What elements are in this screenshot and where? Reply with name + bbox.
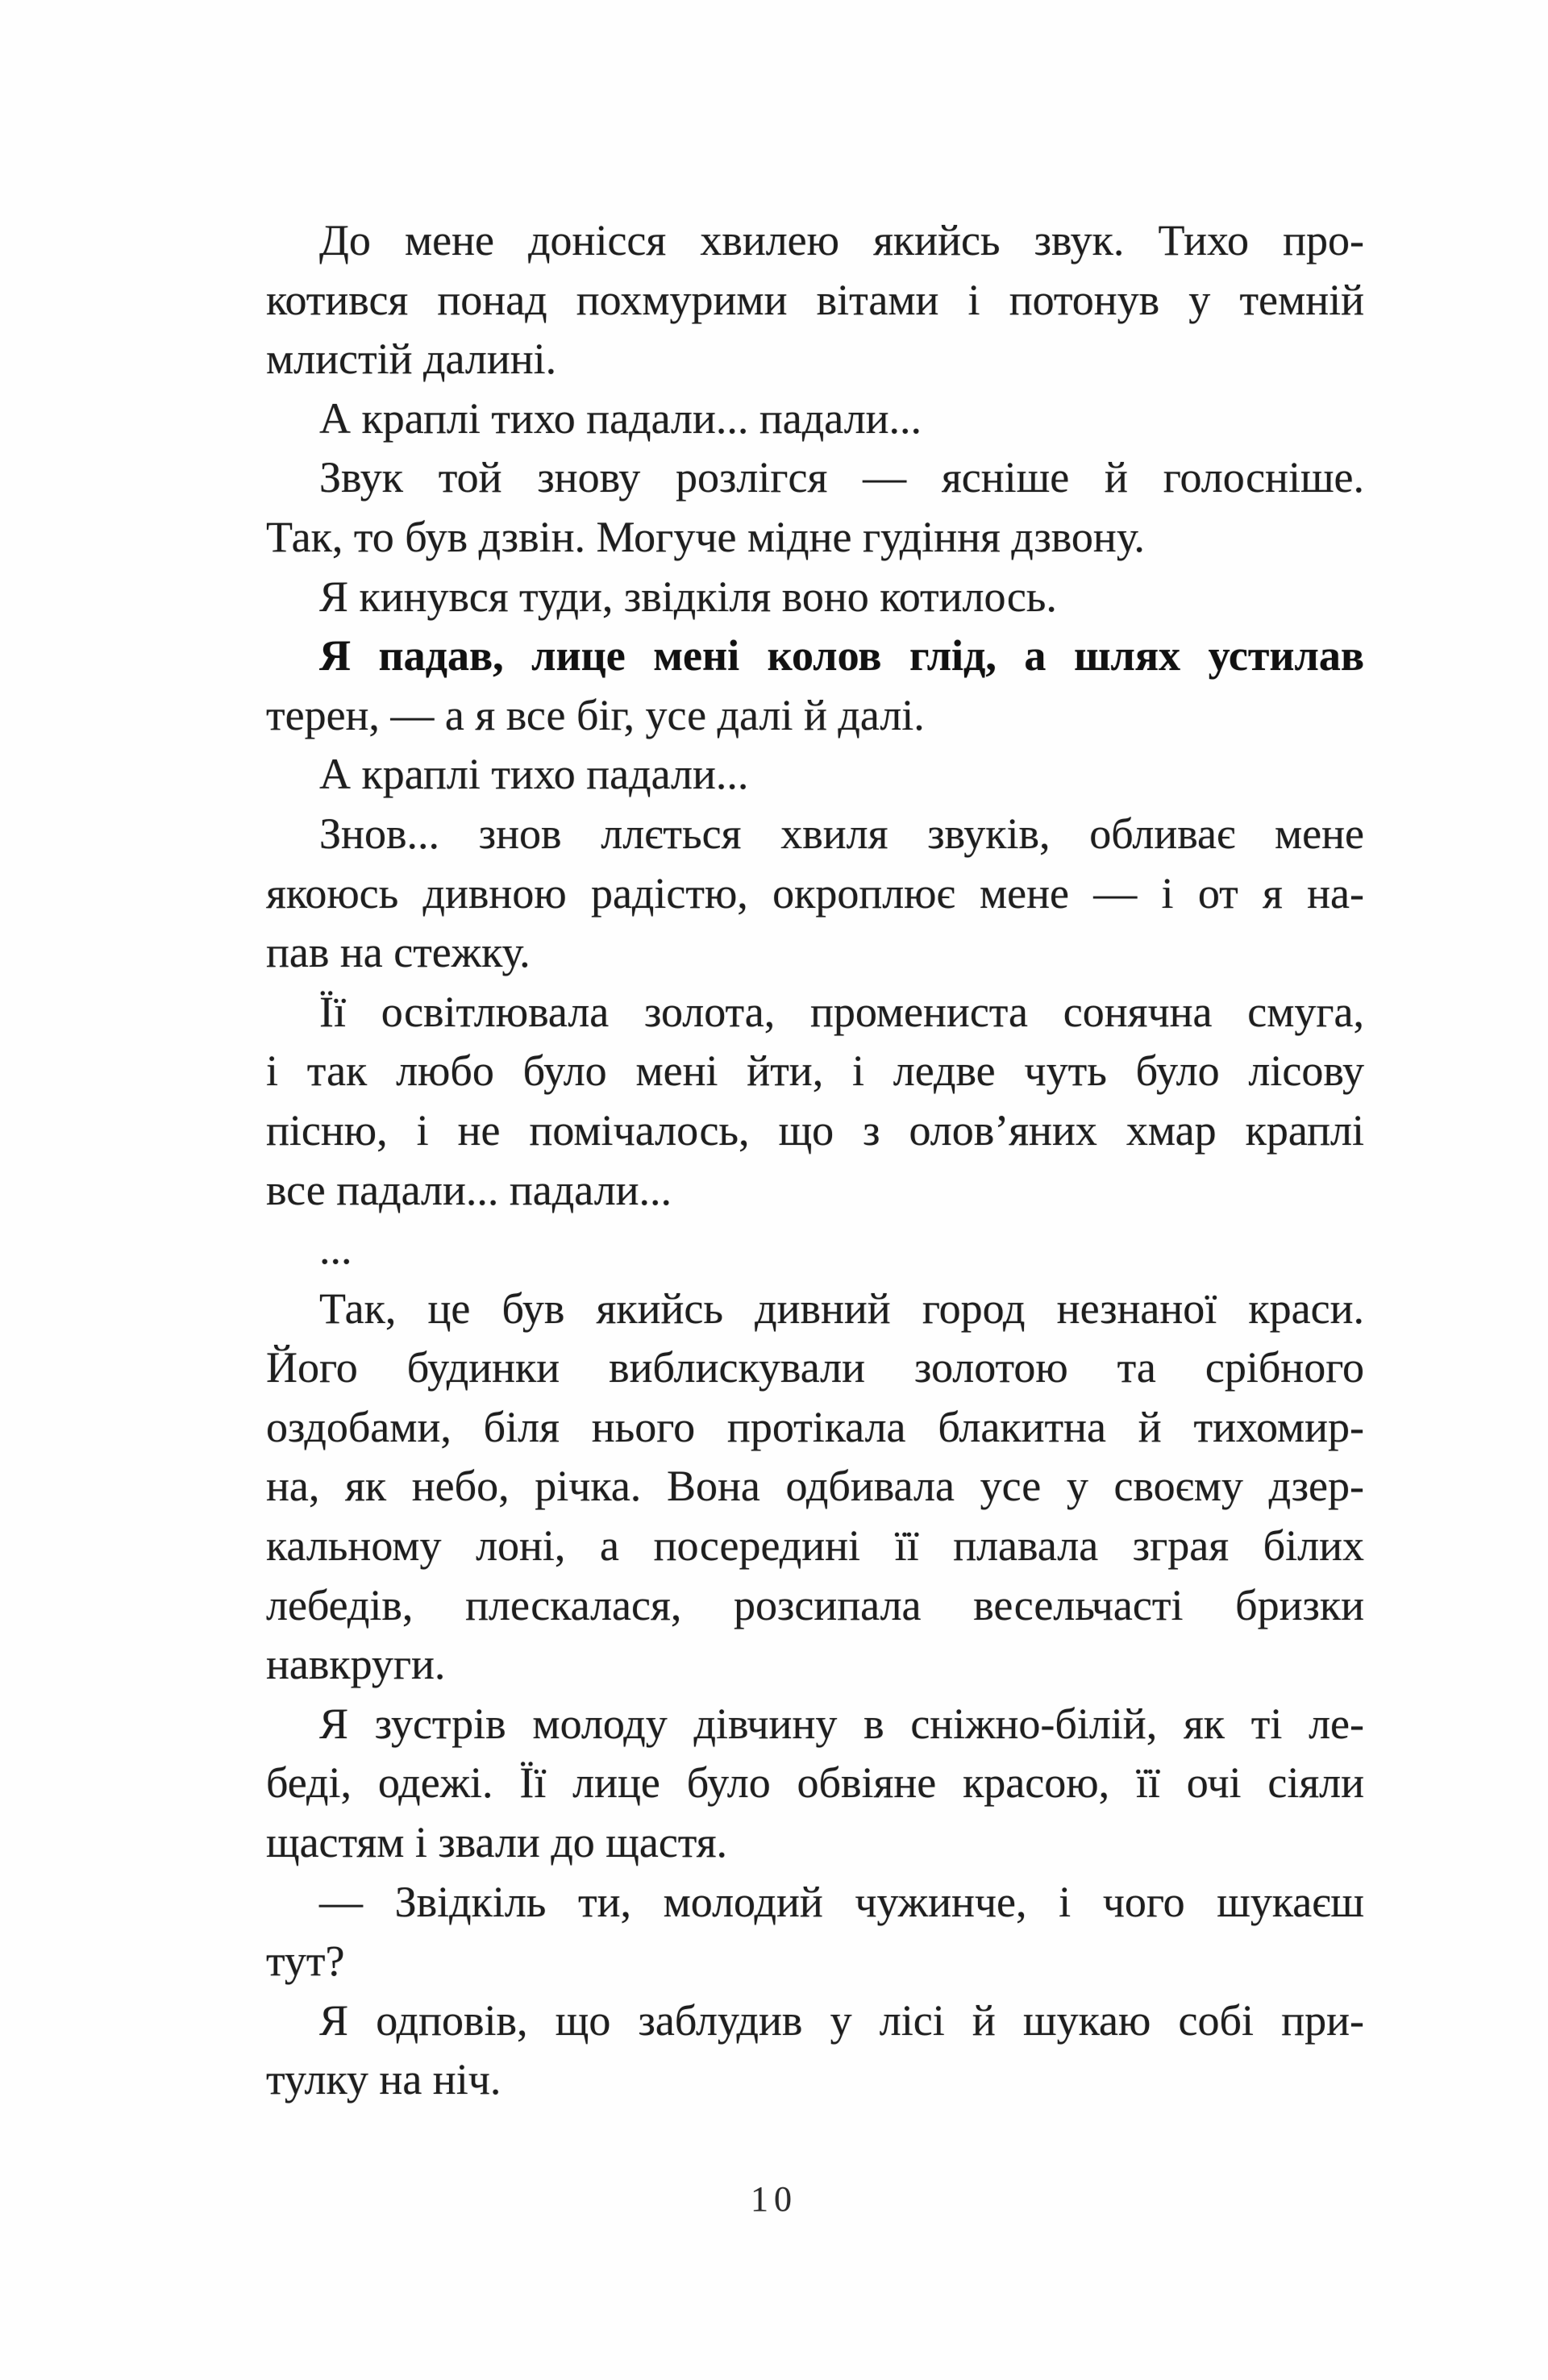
text-line: Так, це був якийсь дивний город незнаної краси.	[319, 1284, 1364, 1333]
text-line: і так любо було мені йти, і ледве чуть було лісову	[266, 1046, 1364, 1096]
text-line: млистій далині.	[266, 335, 557, 384]
text-line: Я кинувся туди, звідкіля воно котилось.	[319, 572, 1057, 621]
text-line: тут?	[266, 1937, 345, 1986]
text-line: А краплі тихо падали...	[319, 750, 749, 799]
text-line: Я падав, лице мені колов глід, а шлях устилав	[319, 631, 1364, 680]
text-line: тулку на ніч.	[266, 2055, 501, 2104]
text-line: щастям і звали до щастя.	[266, 1818, 728, 1867]
text-line: беді, одежі. Її лице було обвіяне красою, її очі сіяли	[266, 1758, 1364, 1808]
text-line: терен, — а я все біг, усе далі й далі.	[266, 690, 925, 739]
text-line: Так, то був дзвін. Могуче мідне гудіння дзвону.	[266, 512, 1145, 561]
text-line: А краплі тихо падали... падали...	[319, 393, 922, 443]
page-text	[266, 211, 1364, 2110]
text-line: Його будинки виблискували золотою та срібного	[266, 1343, 1364, 1392]
text-line: кальному лоні, а посередині її плавала зграя білих	[266, 1521, 1364, 1571]
text-line: все падали... падали...	[266, 1165, 672, 1214]
text-line: Звук той знову розлігся — ясніше й голосніше.	[319, 453, 1364, 502]
text-line: на, як небо, річка. Вона одбивала усе у своєму дзер-	[266, 1462, 1364, 1511]
text-line: Я зустрів молоду дівчину в сніжно-білій, як ті ле-	[319, 1699, 1364, 1748]
text-line: Я одповів, що заблудив у лісі й шукаю собі при-	[319, 1995, 1364, 2045]
text-line: пісню, і не помічалось, що з олов’яних хмар краплі	[266, 1105, 1364, 1155]
text-line: До мене донісся хвилею якийсь звук. Тихо про-	[319, 216, 1364, 264]
text-line: якоюсь дивною радістю, окроплює мене — і от я на-	[266, 868, 1364, 917]
text-line: навкруги.	[266, 1640, 446, 1689]
text-line: оздобами, біля нього протікала блакитна й тихомир-	[266, 1402, 1364, 1451]
text-line: пав на стежку.	[266, 928, 531, 977]
text-line: лебедів, плескалася, розсипала весельчасті бризки	[266, 1580, 1364, 1629]
text-line: — Звідкіль ти, молодий чужинче, і чого шукаєш	[319, 1877, 1364, 1926]
text-line: ...	[319, 1225, 352, 1274]
text-line: котився понад похмурими вітами і потонув у темній	[266, 275, 1364, 324]
page-number: 10	[751, 2179, 797, 2219]
text-line: Знов... знов ллється хвиля звуків, обливає мене	[319, 809, 1364, 858]
text-line: Її освітлювала золота, промениста сонячна смуга,	[319, 987, 1364, 1036]
